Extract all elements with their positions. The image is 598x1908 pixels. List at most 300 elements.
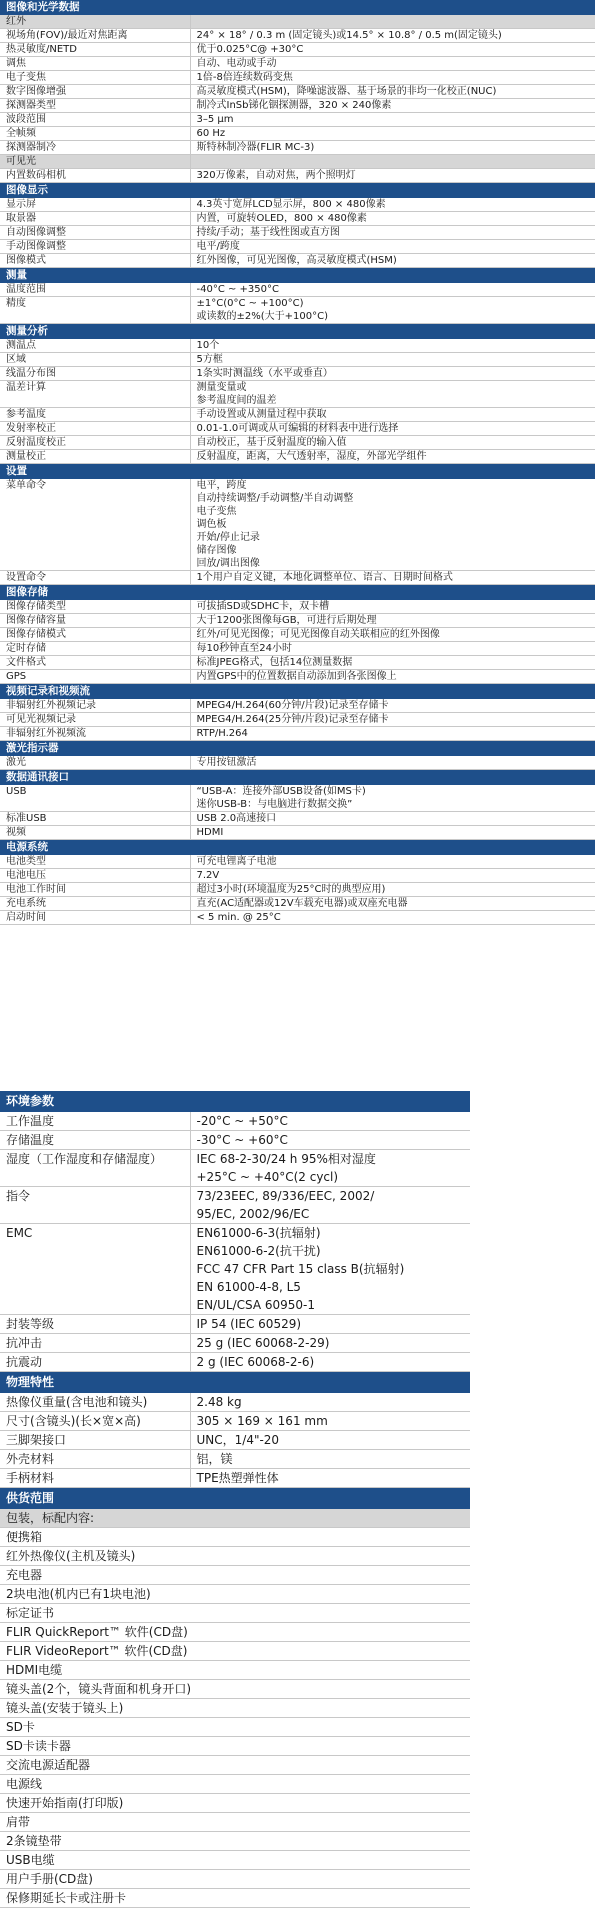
spec-label: 文件格式 [0, 656, 190, 670]
list-item [0, 1566, 470, 1585]
spec-value-line: 73/23EEC, 89/336/EEC, 2002/ [196, 1189, 375, 1203]
list-item [0, 1851, 470, 1870]
spec-value-line: +25°C ~ +40°C(2 cycl) [196, 1170, 339, 1184]
delivery-scope-table [0, 1488, 470, 1908]
spec-value-line: 自动、电动或手动 [196, 58, 277, 69]
spec-value-line: 25 g (IEC 60068-2-29) [196, 1336, 330, 1350]
spec-value-line: 参考温度间的温差 [196, 395, 277, 406]
spec-row [0, 713, 595, 727]
spec-value [190, 699, 595, 713]
spec-value [190, 226, 595, 240]
section-header [0, 1488, 470, 1509]
spec-value [190, 254, 595, 268]
section-title: 供货范围 [0, 1488, 470, 1509]
spec-value-line: 大于1200张图像每GB，可进行后期处理 [196, 615, 377, 626]
spec-row [0, 141, 595, 155]
spec-row [0, 1469, 470, 1488]
spec-value [190, 85, 595, 99]
spec-row [0, 436, 595, 450]
spec-value [190, 1334, 470, 1353]
spec-label: GPS [0, 670, 190, 684]
spec-label: 电池电压 [0, 869, 190, 883]
spec-value [190, 240, 595, 254]
spec-row [0, 1150, 470, 1187]
spec-value [190, 614, 595, 628]
spec-label: 非辐射红外视频记录 [0, 699, 190, 713]
list-item [0, 1813, 470, 1832]
section-header [0, 684, 595, 699]
spec-value [190, 571, 595, 585]
spec-row [0, 99, 595, 113]
spec-value-line: 红外图像，可见光图像，高灵敏度模式(HSM) [196, 255, 397, 266]
spec-value-line: 10个 [196, 340, 220, 351]
spec-value-line: EN/UL/CSA 60950-1 [196, 1298, 315, 1312]
spec-value-line: 调色板 [196, 519, 227, 530]
spec-value [190, 713, 595, 727]
spec-label: 充电系统 [0, 897, 190, 911]
spec-value-line: 可拔插SD或SDHC卡，双卡槽 [196, 601, 330, 612]
spec-value-line: 高灵敏度模式(HSM)，降噪滤波器、基于场景的非均一化校正(NUC) [196, 86, 497, 97]
spec-value-line: 1倍-8倍连续数码变焦 [196, 72, 293, 83]
spec-row [0, 422, 595, 436]
section-title: 图像存储 [0, 585, 595, 600]
spec-value-line: 305 × 169 × 161 mm [196, 1414, 328, 1428]
spec-label: 手柄材料 [0, 1469, 190, 1488]
section-header [0, 741, 595, 756]
spec-row [0, 911, 595, 925]
spec-label: 数字图像增强 [0, 85, 190, 99]
section-title: 测量分析 [0, 324, 595, 339]
spec-value-line: FCC 47 CFR Part 15 class B(抗辐射) [196, 1262, 405, 1276]
spec-value-line: 24° × 18° / 0.3 m (固定镜头)或14.5° × 10.8° / 0.5 m(固定镜头) [196, 30, 502, 41]
section-header [0, 1372, 470, 1393]
spec-row [0, 450, 595, 464]
section-title: 测量 [0, 268, 595, 283]
spec-value [190, 1353, 470, 1372]
spec-value [190, 1393, 470, 1412]
delivery-item: 交流电源适配器 [0, 1756, 470, 1775]
delivery-item: 用户手册(CD盘) [0, 1870, 470, 1889]
spec-label: 发射率校正 [0, 422, 190, 436]
spec-row [0, 826, 595, 840]
spec-label: 可见光视频记录 [0, 713, 190, 727]
spec-value [190, 450, 595, 464]
spec-label: 手动图像调整 [0, 240, 190, 254]
spec-row [0, 699, 595, 713]
spec-row [0, 1334, 470, 1353]
spec-row [0, 1450, 470, 1469]
spec-row [0, 1315, 470, 1334]
spec-value-line: 2 g (IEC 60068-2-6) [196, 1355, 315, 1369]
section-header [0, 585, 595, 600]
list-item [0, 1547, 470, 1566]
section-header [0, 183, 595, 198]
spec-label: 图像存储类型 [0, 600, 190, 614]
spec-value [190, 436, 595, 450]
section-title: 环境参数 [0, 1091, 470, 1112]
spec-value-line: < 5 min. @ 25°C [196, 912, 281, 923]
spec-row [0, 339, 595, 353]
spec-value [190, 408, 595, 422]
spec-value [190, 826, 595, 840]
spec-value-line: 优于0.025°C@ +30°C [196, 44, 304, 55]
spec-value-line: 内置，可旋转OLED，800 × 480像素 [196, 213, 367, 224]
spec-row [0, 127, 595, 141]
spec-label: 自动图像调整 [0, 226, 190, 240]
spec-row [0, 85, 595, 99]
spec-table-environment [0, 1091, 470, 1488]
spec-row [0, 642, 595, 656]
spec-label: 电子变焦 [0, 71, 190, 85]
spec-value-line: IP 54 (IEC 60529) [196, 1317, 302, 1331]
spec-value [190, 422, 595, 436]
spec-value [190, 600, 595, 614]
spec-label: 图像存储容量 [0, 614, 190, 628]
spec-row [0, 226, 595, 240]
delivery-item: 肩带 [0, 1813, 470, 1832]
spec-value [190, 1315, 470, 1334]
spec-label: 封装等级 [0, 1315, 190, 1334]
spec-value-line: EN61000-6-2(抗干扰) [196, 1244, 321, 1258]
spec-row [0, 869, 595, 883]
section-header [0, 268, 595, 283]
spec-label: 尺寸(含镜头)(长×宽×高) [0, 1412, 190, 1431]
spec-row [0, 1131, 470, 1150]
spec-label: 电池类型 [0, 855, 190, 869]
spec-label: 标准USB [0, 812, 190, 826]
spec-label: 非辐射红外视频流 [0, 727, 190, 741]
spec-value-line: 红外/可见光图像；可见光图像自动关联相应的红外图像 [196, 629, 440, 640]
spec-value-line: 直充(AC适配器或12V车载充电器)或双座充电器 [196, 898, 408, 909]
section-title: 数据通讯接口 [0, 770, 595, 785]
spec-label: 红外 [0, 15, 190, 29]
spec-value [190, 1431, 470, 1450]
scope-subtitle: 包装，标配内容: [0, 1509, 470, 1528]
spec-value [190, 1187, 470, 1224]
spec-value [190, 883, 595, 897]
spec-row [0, 756, 595, 770]
spec-label: 温度范围 [0, 283, 190, 297]
list-item [0, 1756, 470, 1775]
spec-label: 参考温度 [0, 408, 190, 422]
spec-value [190, 381, 595, 408]
list-item [0, 1775, 470, 1794]
spec-value [190, 479, 595, 571]
spec-value-line: 4.3英寸宽屏LCD显示屏，800 × 480像素 [196, 199, 386, 210]
spec-label: 设置命令 [0, 571, 190, 585]
spec-row [0, 367, 595, 381]
spec-value [190, 367, 595, 381]
spec-value [190, 339, 595, 353]
spec-value-line: -20°C ~ +50°C [196, 1114, 288, 1128]
spec-value [190, 785, 595, 812]
list-item [0, 1661, 470, 1680]
section-title: 图像显示 [0, 183, 595, 198]
delivery-item: SD卡读卡器 [0, 1737, 470, 1756]
spec-value [190, 141, 595, 155]
section-header [0, 0, 595, 15]
spec-value [190, 283, 595, 297]
delivery-item: 电源线 [0, 1775, 470, 1794]
spec-value [190, 1469, 470, 1488]
spec-value [190, 911, 595, 925]
spec-row [0, 198, 595, 212]
spec-row [0, 670, 595, 684]
delivery-item: FLIR VideoReport™ 软件(CD盘) [0, 1642, 470, 1661]
spec-row [0, 571, 595, 585]
spec-value-line: 持续/手动；基于线性图或直方图 [196, 227, 340, 238]
spec-label: 电池工作时间 [0, 883, 190, 897]
section-header [0, 324, 595, 339]
spec-label: 可见光 [0, 155, 190, 169]
delivery-item: FLIR QuickReport™ 软件(CD盘) [0, 1623, 470, 1642]
spec-row [0, 614, 595, 628]
spec-row [0, 883, 595, 897]
spec-row [0, 113, 595, 127]
spec-label: 调焦 [0, 57, 190, 71]
list-item [0, 1642, 470, 1661]
spec-value-line: “USB-A：连接外部USB设备(如MS卡) [196, 786, 366, 797]
spec-label: 菜单命令 [0, 479, 190, 571]
delivery-item: 2块电池(机内已有1块电池) [0, 1585, 470, 1604]
section-header [0, 1091, 470, 1112]
delivery-item: 便携箱 [0, 1528, 470, 1547]
spec-value [190, 1131, 470, 1150]
spec-value-line: ±1°C(0°C ~ +100°C) [196, 298, 304, 309]
spec-row [0, 628, 595, 642]
spec-label: 内置数码相机 [0, 169, 190, 183]
section-title: 图像和光学数据 [0, 0, 595, 15]
spec-value [190, 15, 595, 29]
spec-label: 湿度（工作湿度和存储湿度） [0, 1150, 190, 1187]
spec-row [0, 353, 595, 367]
spec-label: 取景器 [0, 212, 190, 226]
spec-value-line: 每10秒钟直至24小时 [196, 643, 292, 654]
spec-value [190, 212, 595, 226]
spec-value-line: 测量变量或 [196, 382, 247, 393]
delivery-item: 快速开始指南(打印版) [0, 1794, 470, 1813]
spec-value-line: 反射温度，距离，大气透射率，湿度，外部光学组件 [196, 451, 427, 462]
spec-label: 探测器类型 [0, 99, 190, 113]
spec-row [0, 381, 595, 408]
spec-value-line: 自动持续调整/手动调整/半自动调整 [196, 493, 354, 504]
spec-label: 测量校正 [0, 450, 190, 464]
spec-row [0, 71, 595, 85]
spec-value-line: 95/EC, 2002/96/EC [196, 1207, 310, 1221]
spec-value [190, 670, 595, 684]
spec-label: 全帧频 [0, 127, 190, 141]
spec-value [190, 1224, 470, 1315]
spec-value [190, 127, 595, 141]
spec-row [0, 1224, 470, 1315]
spec-row [0, 155, 595, 169]
spec-label: 指令 [0, 1187, 190, 1224]
spec-value-line: USB 2.0高速接口 [196, 813, 277, 824]
spec-label: 区域 [0, 353, 190, 367]
spec-row [0, 785, 595, 812]
list-item [0, 1718, 470, 1737]
list-item [0, 1604, 470, 1623]
spec-label: 波段范围 [0, 113, 190, 127]
spec-value [190, 43, 595, 57]
spec-value-line: 铝，镁 [196, 1452, 233, 1466]
spec-value-line: 超过3小时(环境温度为25°C时的典型应用) [196, 884, 386, 895]
spec-label: EMC [0, 1224, 190, 1315]
list-item [0, 1623, 470, 1642]
spec-row [0, 1187, 470, 1224]
spec-row [0, 656, 595, 670]
spec-table-main [0, 0, 595, 925]
spec-value-line: EN61000-6-3(抗辐射) [196, 1226, 321, 1240]
spec-row [0, 408, 595, 422]
spec-row [0, 479, 595, 571]
spec-row [0, 727, 595, 741]
delivery-item: HDMI电缆 [0, 1661, 470, 1680]
list-item [0, 1737, 470, 1756]
spec-value-line: 开始/停止记录 [196, 532, 260, 543]
spec-value [190, 99, 595, 113]
spec-row [0, 812, 595, 826]
spec-value [190, 897, 595, 911]
section-header [0, 464, 595, 479]
spec-value [190, 756, 595, 770]
delivery-item: USB电缆 [0, 1851, 470, 1870]
list-item [0, 1870, 470, 1889]
spec-label: 热灵敏度/NETD [0, 43, 190, 57]
spec-value-line: TPE热塑弹性体 [196, 1471, 279, 1485]
spec-value [190, 353, 595, 367]
delivery-item: 镜头盖(安装于镜头上) [0, 1699, 470, 1718]
spec-label: 图像模式 [0, 254, 190, 268]
spec-value-line: HDMI [196, 827, 224, 838]
spec-label: 探测器制冷 [0, 141, 190, 155]
spec-value [190, 1112, 470, 1131]
spec-value [190, 71, 595, 85]
list-item [0, 1699, 470, 1718]
spec-row [0, 254, 595, 268]
list-item [0, 1680, 470, 1699]
delivery-item: 2条镜垫带 [0, 1832, 470, 1851]
spec-value [190, 855, 595, 869]
spec-row [0, 283, 595, 297]
spec-row [0, 1353, 470, 1372]
list-item [0, 1832, 470, 1851]
spec-label: 抗冲击 [0, 1334, 190, 1353]
spec-value-line: 内置GPS中的位置数据自动添加到各张图像上 [196, 671, 397, 682]
spec-label: 显示屏 [0, 198, 190, 212]
spec-row [0, 600, 595, 614]
spec-label: USB [0, 785, 190, 812]
spec-value [190, 656, 595, 670]
spec-value-line: 迷你USB-B：与电脑进行数据交换” [196, 799, 353, 810]
spec-label: 测温点 [0, 339, 190, 353]
spec-value-line: 制冷式InSb锑化铟探测器，320 × 240像素 [196, 100, 392, 111]
spec-value-line: 手动设置或从测量过程中获取 [196, 409, 327, 420]
spec-value-line: MPEG4/H.264(25分钟/片段)记录至存储卡 [196, 714, 389, 725]
spec-label: 热像仪重量(含电池和镜头) [0, 1393, 190, 1412]
spec-value-line: RTP/H.264 [196, 728, 248, 739]
spec-value-line: 3–5 µm [196, 114, 234, 125]
spec-value-line: 电子变焦 [196, 506, 237, 517]
spec-row [0, 297, 595, 324]
spec-row [0, 1431, 470, 1450]
spec-value [190, 297, 595, 324]
list-item [0, 1889, 470, 1908]
delivery-item: 镜头盖(2个，镜头背面和机身开口) [0, 1680, 470, 1699]
section-title: 电源系统 [0, 840, 595, 855]
delivery-item: 保修期延长卡或注册卡 [0, 1889, 470, 1908]
spec-label: 工作温度 [0, 1112, 190, 1131]
spec-value-line: MPEG4/H.264(60分钟/片段)记录至存储卡 [196, 700, 389, 711]
spec-row [0, 43, 595, 57]
spec-label: 定时存储 [0, 642, 190, 656]
spec-label: 图像存储模式 [0, 628, 190, 642]
spec-label: 温差计算 [0, 381, 190, 408]
spec-value-line: 7.2V [196, 870, 220, 881]
spec-value [190, 869, 595, 883]
spec-value [190, 1450, 470, 1469]
spec-value-line: IEC 68-2-30/24 h 95%相对湿度 [196, 1152, 376, 1166]
spec-row [0, 15, 595, 29]
section-title: 设置 [0, 464, 595, 479]
delivery-item: 标定证书 [0, 1604, 470, 1623]
spec-value-line: 60 Hz [196, 128, 226, 139]
spec-value-line: 标准JPEG格式，包括14位测量数据 [196, 657, 353, 668]
spec-value-line: 或读数的±2%(大于+100°C) [196, 311, 328, 322]
spec-label: 抗震动 [0, 1353, 190, 1372]
spec-value [190, 1150, 470, 1187]
spec-value [190, 113, 595, 127]
spec-value [190, 155, 595, 169]
spec-value [190, 812, 595, 826]
spec-value [190, 29, 595, 43]
spec-value-line: 可充电锂离子电池 [196, 856, 277, 867]
spec-value-line: 0.01-1.0可调或从可编辑的材料表中进行选择 [196, 423, 399, 434]
spec-row [0, 1393, 470, 1412]
spec-label: 反射温度校正 [0, 436, 190, 450]
section-title: 物理特性 [0, 1372, 470, 1393]
section-header [0, 770, 595, 785]
spec-value-line: UNC，1/4"-20 [196, 1433, 280, 1447]
spec-value [190, 628, 595, 642]
spec-value [190, 727, 595, 741]
list-item [0, 1794, 470, 1813]
spec-value-line: 1个用户自定义键，本地化调整单位、语言、日期时间格式 [196, 572, 453, 583]
spec-label: 线温分布图 [0, 367, 190, 381]
spec-value-line: 1条实时测温线（水平或垂直） [196, 368, 333, 379]
spec-value-line: EN 61000-4-8, L5 [196, 1280, 301, 1294]
section-title: 视频记录和视频流 [0, 684, 595, 699]
spec-value-line: 电平，跨度 [196, 480, 247, 491]
spec-value [190, 169, 595, 183]
section-title: 激光指示器 [0, 741, 595, 756]
spec-label: 启动时间 [0, 911, 190, 925]
spec-value-line: 专用按钮激活 [196, 757, 257, 768]
spec-value-line: 5方框 [196, 354, 223, 365]
spec-value-line: 回放/调出图像 [196, 558, 260, 569]
spec-value-line: 2.48 kg [196, 1395, 242, 1409]
spec-value-line: 320万像素，自动对焦，两个照明灯 [196, 170, 356, 181]
spec-value [190, 57, 595, 71]
spec-row [0, 57, 595, 71]
spec-row [0, 212, 595, 226]
delivery-item: SD卡 [0, 1718, 470, 1737]
spec-row [0, 897, 595, 911]
spec-row [0, 29, 595, 43]
list-item [0, 1585, 470, 1604]
spec-value [190, 642, 595, 656]
spec-value-line: -30°C ~ +60°C [196, 1133, 288, 1147]
